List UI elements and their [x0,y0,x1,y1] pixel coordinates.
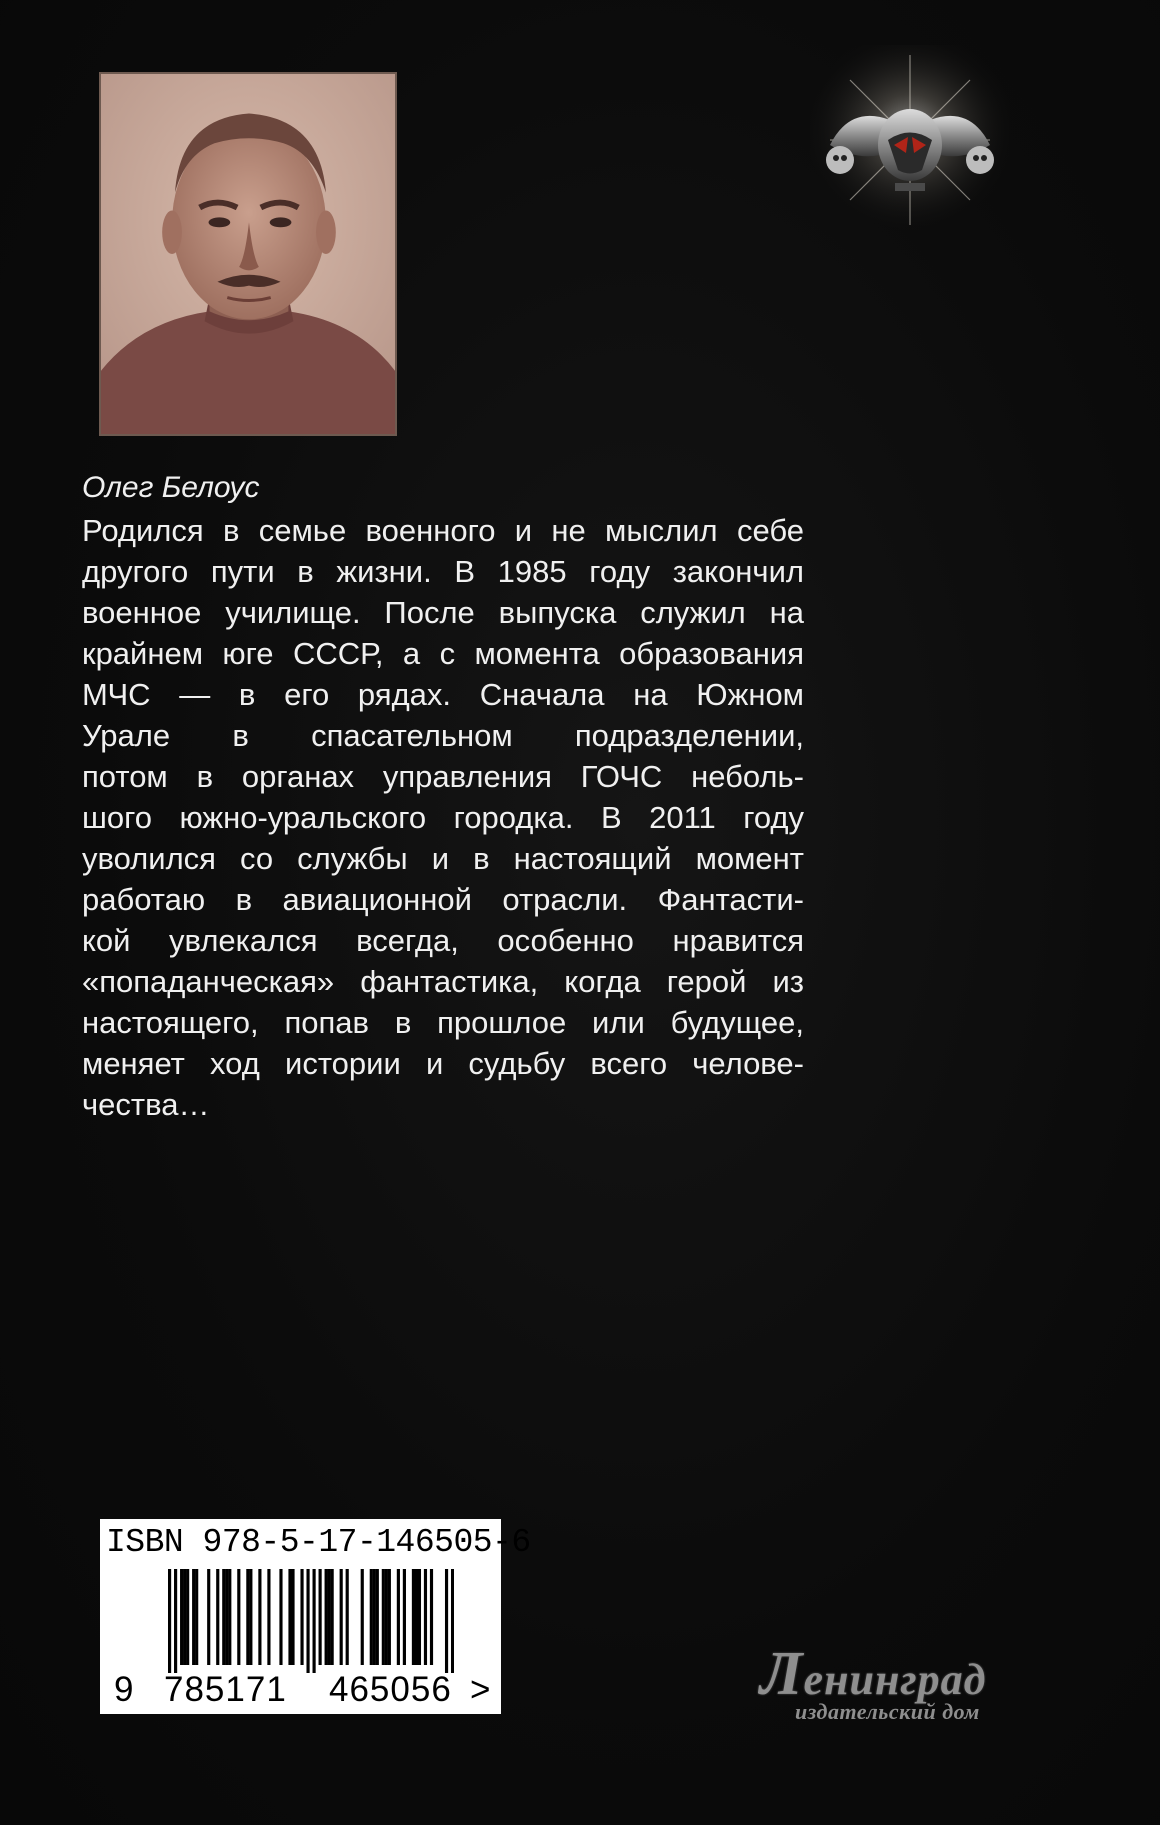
bio-line: «попаданческая» фантастика, когда герой из [82,964,804,999]
barcode-bar [186,1569,189,1665]
isbn-barcode [100,1519,531,1714]
barcode-bar [183,1569,186,1665]
bio-line: Урале в спасательном подразделении, [82,718,804,753]
barcode-bar [237,1569,240,1665]
barcode-bar [388,1569,391,1665]
bio-line: меняет ход истории и судьбу всего челове- [82,1046,804,1081]
barcode-bar [267,1569,270,1665]
publisher-name-rest: енинград [803,1655,987,1704]
author-bio [82,510,804,1125]
barcode-bar [174,1569,177,1673]
barcode-bar [192,1569,195,1665]
winged-skull-emblem-icon [810,45,1010,235]
bio-line: настоящего, попав в прошлое или будущее, [82,1005,804,1040]
author-portrait-image [101,74,395,434]
barcode-bar [249,1569,252,1665]
barcode-bar [288,1569,291,1665]
author-photo [99,72,397,436]
bio-line: Родился в семье военного и не мыслил себе [82,513,804,548]
barcode-bar [195,1569,198,1665]
bio-line: кой увлекался всегда, особенно нравится [82,923,804,958]
barcode-bar [279,1569,282,1665]
barcode-bar [225,1569,228,1665]
barcode-bar [222,1569,225,1665]
bio-line: МЧС — в его рядах. Сначала на Южном [82,677,804,712]
barcode-bar [412,1569,415,1665]
barcode-bar [325,1569,328,1665]
ean-quiet-zone-marker: > [470,1670,491,1709]
barcode-bar [300,1569,303,1665]
ean-first-digit: 9 [114,1670,134,1709]
barcode-bar [331,1569,334,1665]
barcode-bar [385,1569,388,1665]
barcode-bar [291,1569,294,1665]
publisher-name-initial: Л [760,1640,804,1708]
ean-right-group: 465056 [329,1670,452,1709]
barcode-bar [346,1569,349,1665]
bio-line: шого южно-уральского городка. В 2011 году [82,800,804,835]
barcode-bar [207,1569,210,1665]
bio-line: работаю в авиационной отрасли. Фантасти- [82,882,804,917]
barcode-bar [424,1569,427,1665]
barcode-bar [415,1569,418,1665]
barcode-bar [451,1569,454,1673]
barcode-bar [328,1569,331,1665]
publisher-subtitle: издательский дом [795,1699,980,1724]
barcode-bar [376,1569,379,1665]
ean-left-group: 785171 [164,1670,287,1709]
bio-line: чества… [82,1087,210,1122]
barcode-bar [370,1569,373,1665]
bio-line: военное училище. После выпуска служил на [82,595,804,630]
bio-line: уволился со службы и в настоящий момент [82,841,804,876]
barcode-bar [168,1569,171,1673]
author-name: Олег Белоус [82,471,260,504]
barcode-bars [168,1569,454,1673]
bio-line: другого пути в жизни. В 1985 году закончил [82,554,804,589]
barcode-bar [319,1569,322,1665]
barcode-bar [228,1569,231,1665]
bio-line: крайнем юге СССР, а с момента образования [82,636,804,671]
barcode-graphic [168,1569,454,1673]
barcode-bar [397,1569,400,1665]
barcode-bar [216,1569,219,1665]
barcode-bar [403,1569,406,1665]
barcode-bar [246,1569,249,1665]
bio-line: потом в органах управления ГОЧС неболь- [82,759,804,794]
barcode-bar [373,1569,376,1665]
barcode-bar [313,1569,316,1673]
barcode-bar [306,1569,309,1673]
barcode-bar [361,1569,364,1665]
barcode-bar [258,1569,261,1665]
publisher-name [760,1640,987,1708]
barcode-bar [418,1569,421,1665]
barcode-bar [445,1569,448,1673]
publisher-logo [760,1640,1060,1730]
barcode-bar [430,1569,433,1665]
isbn-number: ISBN 978-5-17-146505-6 [106,1524,531,1561]
barcode-bar [180,1569,183,1665]
barcode-bar [340,1569,343,1665]
barcode-bar [382,1569,385,1665]
